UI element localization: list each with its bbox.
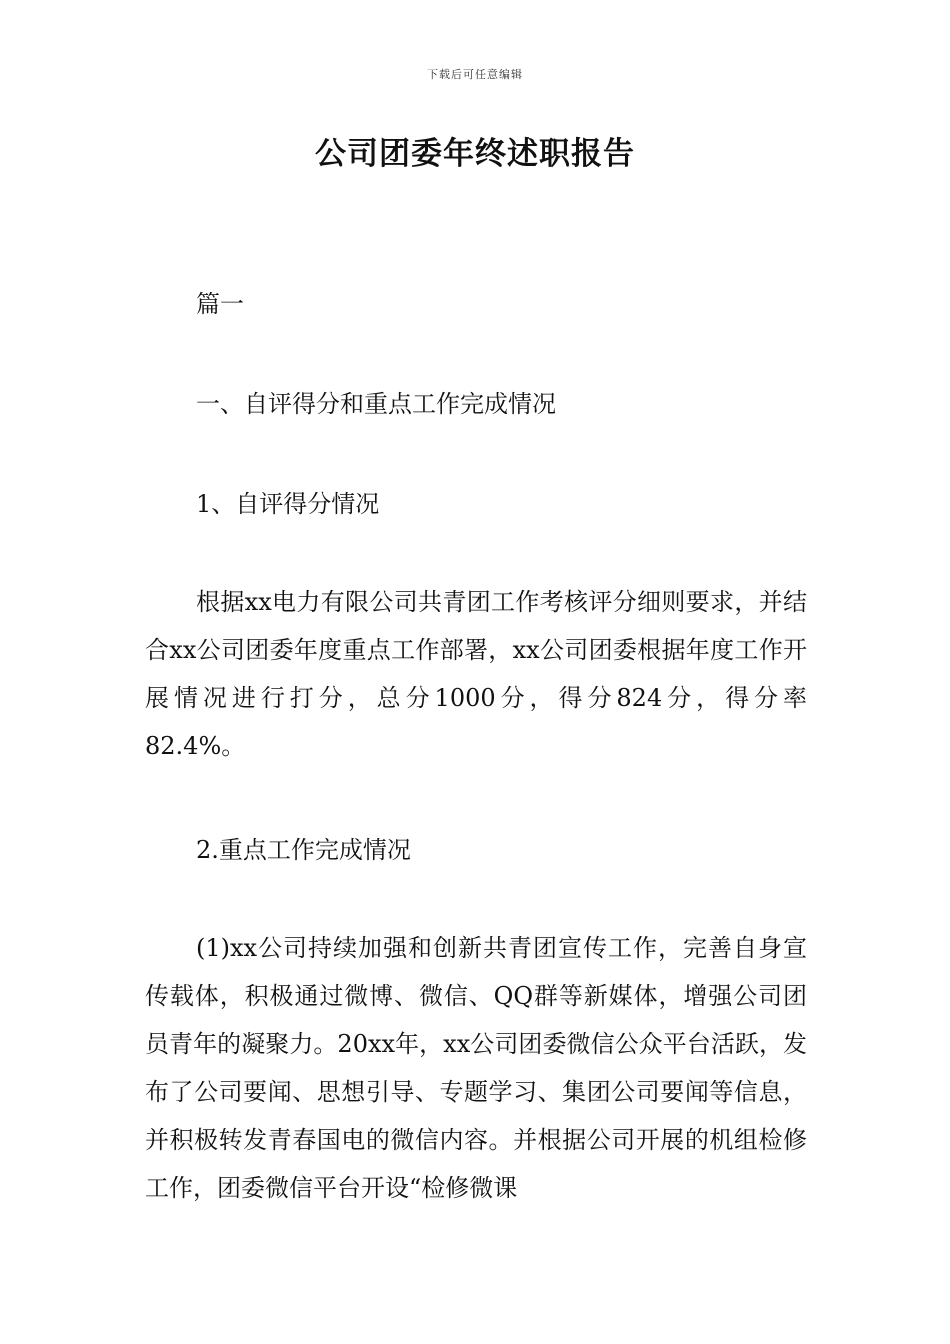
section-label: 篇一	[196, 290, 244, 318]
subheading-score: 1、自评得分情况	[196, 490, 380, 518]
paragraph-key-work: (1)xx公司持续加强和创新共青团宣传工作，完善自身宣传载体，积极通过微博、微信、QQ群等新媒体，增强公司团员青年的凝聚力。20xx年，xx公司团委微信公众平台活跃，发布了公司要闻、思想引导、专题学习、集团公司要闻等信息，并积极转发青春国电的微信内容。并根据公司开展的机组检修工作，团委微信平台开设“检修微课	[145, 934, 807, 1202]
header-note: 下载后可任意编辑	[427, 68, 523, 81]
document-title: 公司团委年终述职报告	[315, 136, 635, 172]
subheading-key-work: 2.重点工作完成情况	[196, 836, 411, 864]
heading-self-evaluation: 一、自评得分和重点工作完成情况	[196, 390, 556, 418]
paragraph-score: 根据xx电力有限公司共青团工作考核评分细则要求，并结合xx公司团委年度重点工作部署，xx公司团委根据年度工作开展情况进行打分，总分1000分，得分824分，得分率82.4%。	[145, 588, 807, 760]
